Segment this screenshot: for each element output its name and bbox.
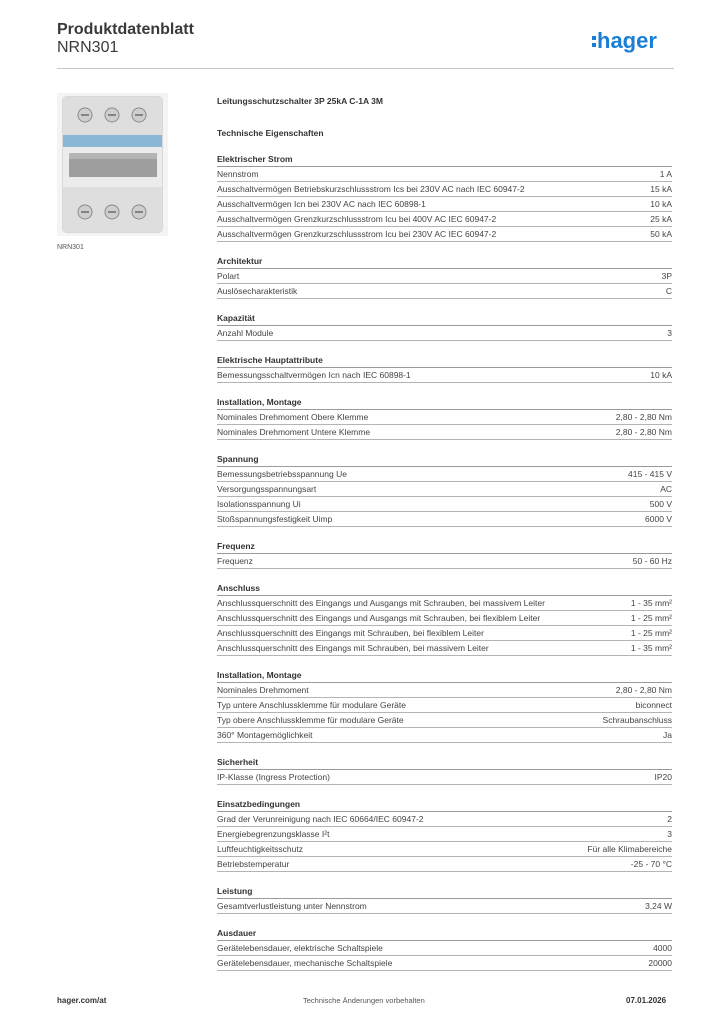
- spec-content: [217, 96, 672, 971]
- spec-section: [217, 256, 672, 299]
- footer-date: 07.01.2026: [626, 996, 667, 1005]
- spec-label: Nominales Drehmoment: [217, 685, 309, 695]
- spec-value: 1 A: [659, 169, 672, 179]
- product-image: [57, 93, 168, 236]
- spec-label: Anschlussquerschnitt des Eingangs mit Schrauben, bei massivem Leiter: [217, 643, 489, 653]
- section-title: Elektrischer Strom: [217, 154, 672, 167]
- footer-note: Technische Änderungen vorbehalten: [303, 996, 425, 1005]
- spec-value: 500 V: [649, 499, 672, 509]
- spec-row: [217, 482, 672, 497]
- spec-value: Für alle Klimabereiche: [587, 844, 672, 854]
- section-title: Elektrische Hauptattribute: [217, 355, 672, 368]
- spec-value: Ja: [663, 730, 672, 740]
- spec-label: Polart: [217, 271, 240, 281]
- spec-section: [217, 799, 672, 872]
- section-title: Anschluss: [217, 583, 672, 596]
- spec-label: Betriebstemperatur: [217, 859, 290, 869]
- spec-label: 360° Montagemöglichkeit: [217, 730, 313, 740]
- spec-value: 3: [667, 328, 672, 338]
- spec-label: Typ untere Anschlussklemme für modulare Geräte: [217, 700, 406, 710]
- spec-row: [217, 269, 672, 284]
- spec-label: Energiebegrenzungsklasse I²t: [217, 829, 330, 839]
- spec-section: [217, 454, 672, 527]
- spec-value: 25 kA: [650, 214, 672, 224]
- spec-row: [217, 899, 672, 914]
- spec-row: [217, 641, 672, 656]
- spec-row: [217, 227, 672, 242]
- spec-label: Anschlussquerschnitt des Eingangs und Ausgangs mit Schrauben, bei flexiblem Leiter: [217, 613, 541, 623]
- spec-row: [217, 326, 672, 341]
- section-title: Ausdauer: [217, 928, 672, 941]
- spec-row: [217, 425, 672, 440]
- spec-label: Typ obere Anschlussklemme für modulare Geräte: [217, 715, 404, 725]
- spec-row: [217, 827, 672, 842]
- spec-label: Ausschaltvermögen Icn bei 230V AC nach IEC 60898-1: [217, 199, 426, 209]
- spec-label: Isolationsspannung Ui: [217, 499, 301, 509]
- spec-value: 1 - 35 mm²: [630, 643, 672, 653]
- page-title: Produktdatenblatt: [57, 21, 194, 38]
- spec-value: 10 kA: [650, 199, 672, 209]
- spec-row: [217, 842, 672, 857]
- spec-label: Nominales Drehmoment Untere Klemme: [217, 427, 371, 437]
- spec-value: IP20: [654, 772, 672, 782]
- spec-value: 415 - 415 V: [628, 469, 672, 479]
- spec-label: Ausschaltvermögen Grenzkurzschlussstrom Icu bei 400V AC IEC 60947-2: [217, 214, 497, 224]
- spec-value: 15 kA: [650, 184, 672, 194]
- spec-row: [217, 212, 672, 227]
- spec-row: [217, 713, 672, 728]
- spec-row: [217, 467, 672, 482]
- spec-label: Bemessungsbetriebsspannung Ue: [217, 469, 347, 479]
- spec-value: 50 - 60 Hz: [632, 556, 672, 566]
- spec-label: Nennstrom: [217, 169, 259, 179]
- spec-value: 1 - 25 mm²: [630, 613, 672, 623]
- section-title: Installation, Montage: [217, 670, 672, 683]
- spec-section: [217, 757, 672, 785]
- spec-row: [217, 497, 672, 512]
- tech-heading: Technische Eigenschaften: [217, 128, 324, 138]
- spec-row: [217, 698, 672, 713]
- spec-value: C: [665, 286, 672, 296]
- spec-section: [217, 670, 672, 743]
- spec-row: [217, 956, 672, 971]
- spec-label: Anschlussquerschnitt des Eingangs mit Schrauben, bei flexiblem Leiter: [217, 628, 484, 638]
- spec-label: Anzahl Module: [217, 328, 274, 338]
- spec-row: [217, 857, 672, 872]
- section-title: Leistung: [217, 886, 672, 899]
- section-title: Spannung: [217, 454, 672, 467]
- spec-label: Gerätelebensdauer, mechanische Schaltspiele: [217, 958, 393, 968]
- spec-label: Luftfeuchtigkeitsschutz: [217, 844, 303, 854]
- spec-value: 1 - 25 mm²: [630, 628, 672, 638]
- spec-value: 3: [667, 829, 672, 839]
- spec-label: Frequenz: [217, 556, 253, 566]
- spec-section: [217, 397, 672, 440]
- spec-value: 2,80 - 2,80 Nm: [615, 412, 672, 422]
- spec-value: 50 kA: [650, 229, 672, 239]
- spec-row: [217, 683, 672, 698]
- spec-value: 2,80 - 2,80 Nm: [615, 427, 672, 437]
- spec-label: Gesamtverlustleistung unter Nennstrom: [217, 901, 367, 911]
- spec-value: 20000: [648, 958, 672, 968]
- spec-value: 6000 V: [645, 514, 672, 524]
- spec-row: [217, 812, 672, 827]
- section-title: Installation, Montage: [217, 397, 672, 410]
- section-title: Kapazität: [217, 313, 672, 326]
- spec-section: [217, 583, 672, 656]
- footer-website[interactable]: hager.com/at: [57, 996, 107, 1005]
- spec-row: [217, 770, 672, 785]
- spec-value: 10 kA: [650, 370, 672, 380]
- spec-label: Auslösecharakteristik: [217, 286, 298, 296]
- spec-section: [217, 928, 672, 971]
- spec-value: 3P: [661, 271, 672, 281]
- spec-value: 4000: [653, 943, 672, 953]
- hager-logo: [592, 27, 674, 57]
- spec-value: 2: [667, 814, 672, 824]
- spec-value: AC: [660, 484, 672, 494]
- section-title: Sicherheit: [217, 757, 672, 770]
- spec-row: [217, 512, 672, 527]
- spec-row: [217, 728, 672, 743]
- spec-section: [217, 541, 672, 569]
- spec-label: Stoßspannungsfestigkeit Uimp: [217, 514, 333, 524]
- spec-value: 3,24 W: [645, 901, 672, 911]
- spec-row: [217, 368, 672, 383]
- image-caption: NRN301: [57, 244, 84, 251]
- product-name: Leitungsschutzschalter 3P 25kA C-1A 3M: [217, 96, 383, 106]
- spec-label: Ausschaltvermögen Betriebskurzschlussstrom Ics bei 230V AC nach IEC 60947-2: [217, 184, 525, 194]
- spec-row: [217, 182, 672, 197]
- spec-label: Versorgungsspannungsart: [217, 484, 317, 494]
- product-code: NRN301: [57, 39, 119, 56]
- logo-wordmark: hager: [597, 28, 657, 53]
- spec-sections: [217, 154, 672, 971]
- spec-row: [217, 167, 672, 182]
- spec-value: Schraubanschluss: [602, 715, 672, 725]
- spec-section: [217, 154, 672, 242]
- section-title: Architektur: [217, 256, 672, 269]
- spec-label: IP-Klasse (Ingress Protection): [217, 772, 330, 782]
- spec-row: [217, 626, 672, 641]
- spec-row: [217, 410, 672, 425]
- spec-row: [217, 554, 672, 569]
- spec-label: Gerätelebensdauer, elektrische Schaltspiele: [217, 943, 383, 953]
- spec-label: Nominales Drehmoment Obere Klemme: [217, 412, 369, 422]
- spec-label: Bemessungsschaltvermögen Icn nach IEC 60898-1: [217, 370, 411, 380]
- spec-label: Anschlussquerschnitt des Eingangs und Ausgangs mit Schrauben, bei massivem Leiter: [217, 598, 545, 608]
- spec-value: 2,80 - 2,80 Nm: [615, 685, 672, 695]
- spec-row: [217, 611, 672, 626]
- spec-section: [217, 355, 672, 383]
- section-title: Einsatzbedingungen: [217, 799, 672, 812]
- header-divider: [57, 68, 674, 69]
- spec-value: 1 - 35 mm²: [630, 598, 672, 608]
- spec-label: Grad der Verunreinigung nach IEC 60664/IEC 60947-2: [217, 814, 424, 824]
- spec-label: Ausschaltvermögen Grenzkurzschlussstrom Icu bei 230V AC IEC 60947-2: [217, 229, 497, 239]
- spec-section: [217, 886, 672, 914]
- spec-section: [217, 313, 672, 341]
- spec-row: [217, 197, 672, 212]
- spec-value: biconnect: [635, 700, 672, 710]
- spec-value: -25 - 70 °C: [630, 859, 672, 869]
- spec-row: [217, 596, 672, 611]
- section-title: Frequenz: [217, 541, 672, 554]
- spec-row: [217, 284, 672, 299]
- spec-row: [217, 941, 672, 956]
